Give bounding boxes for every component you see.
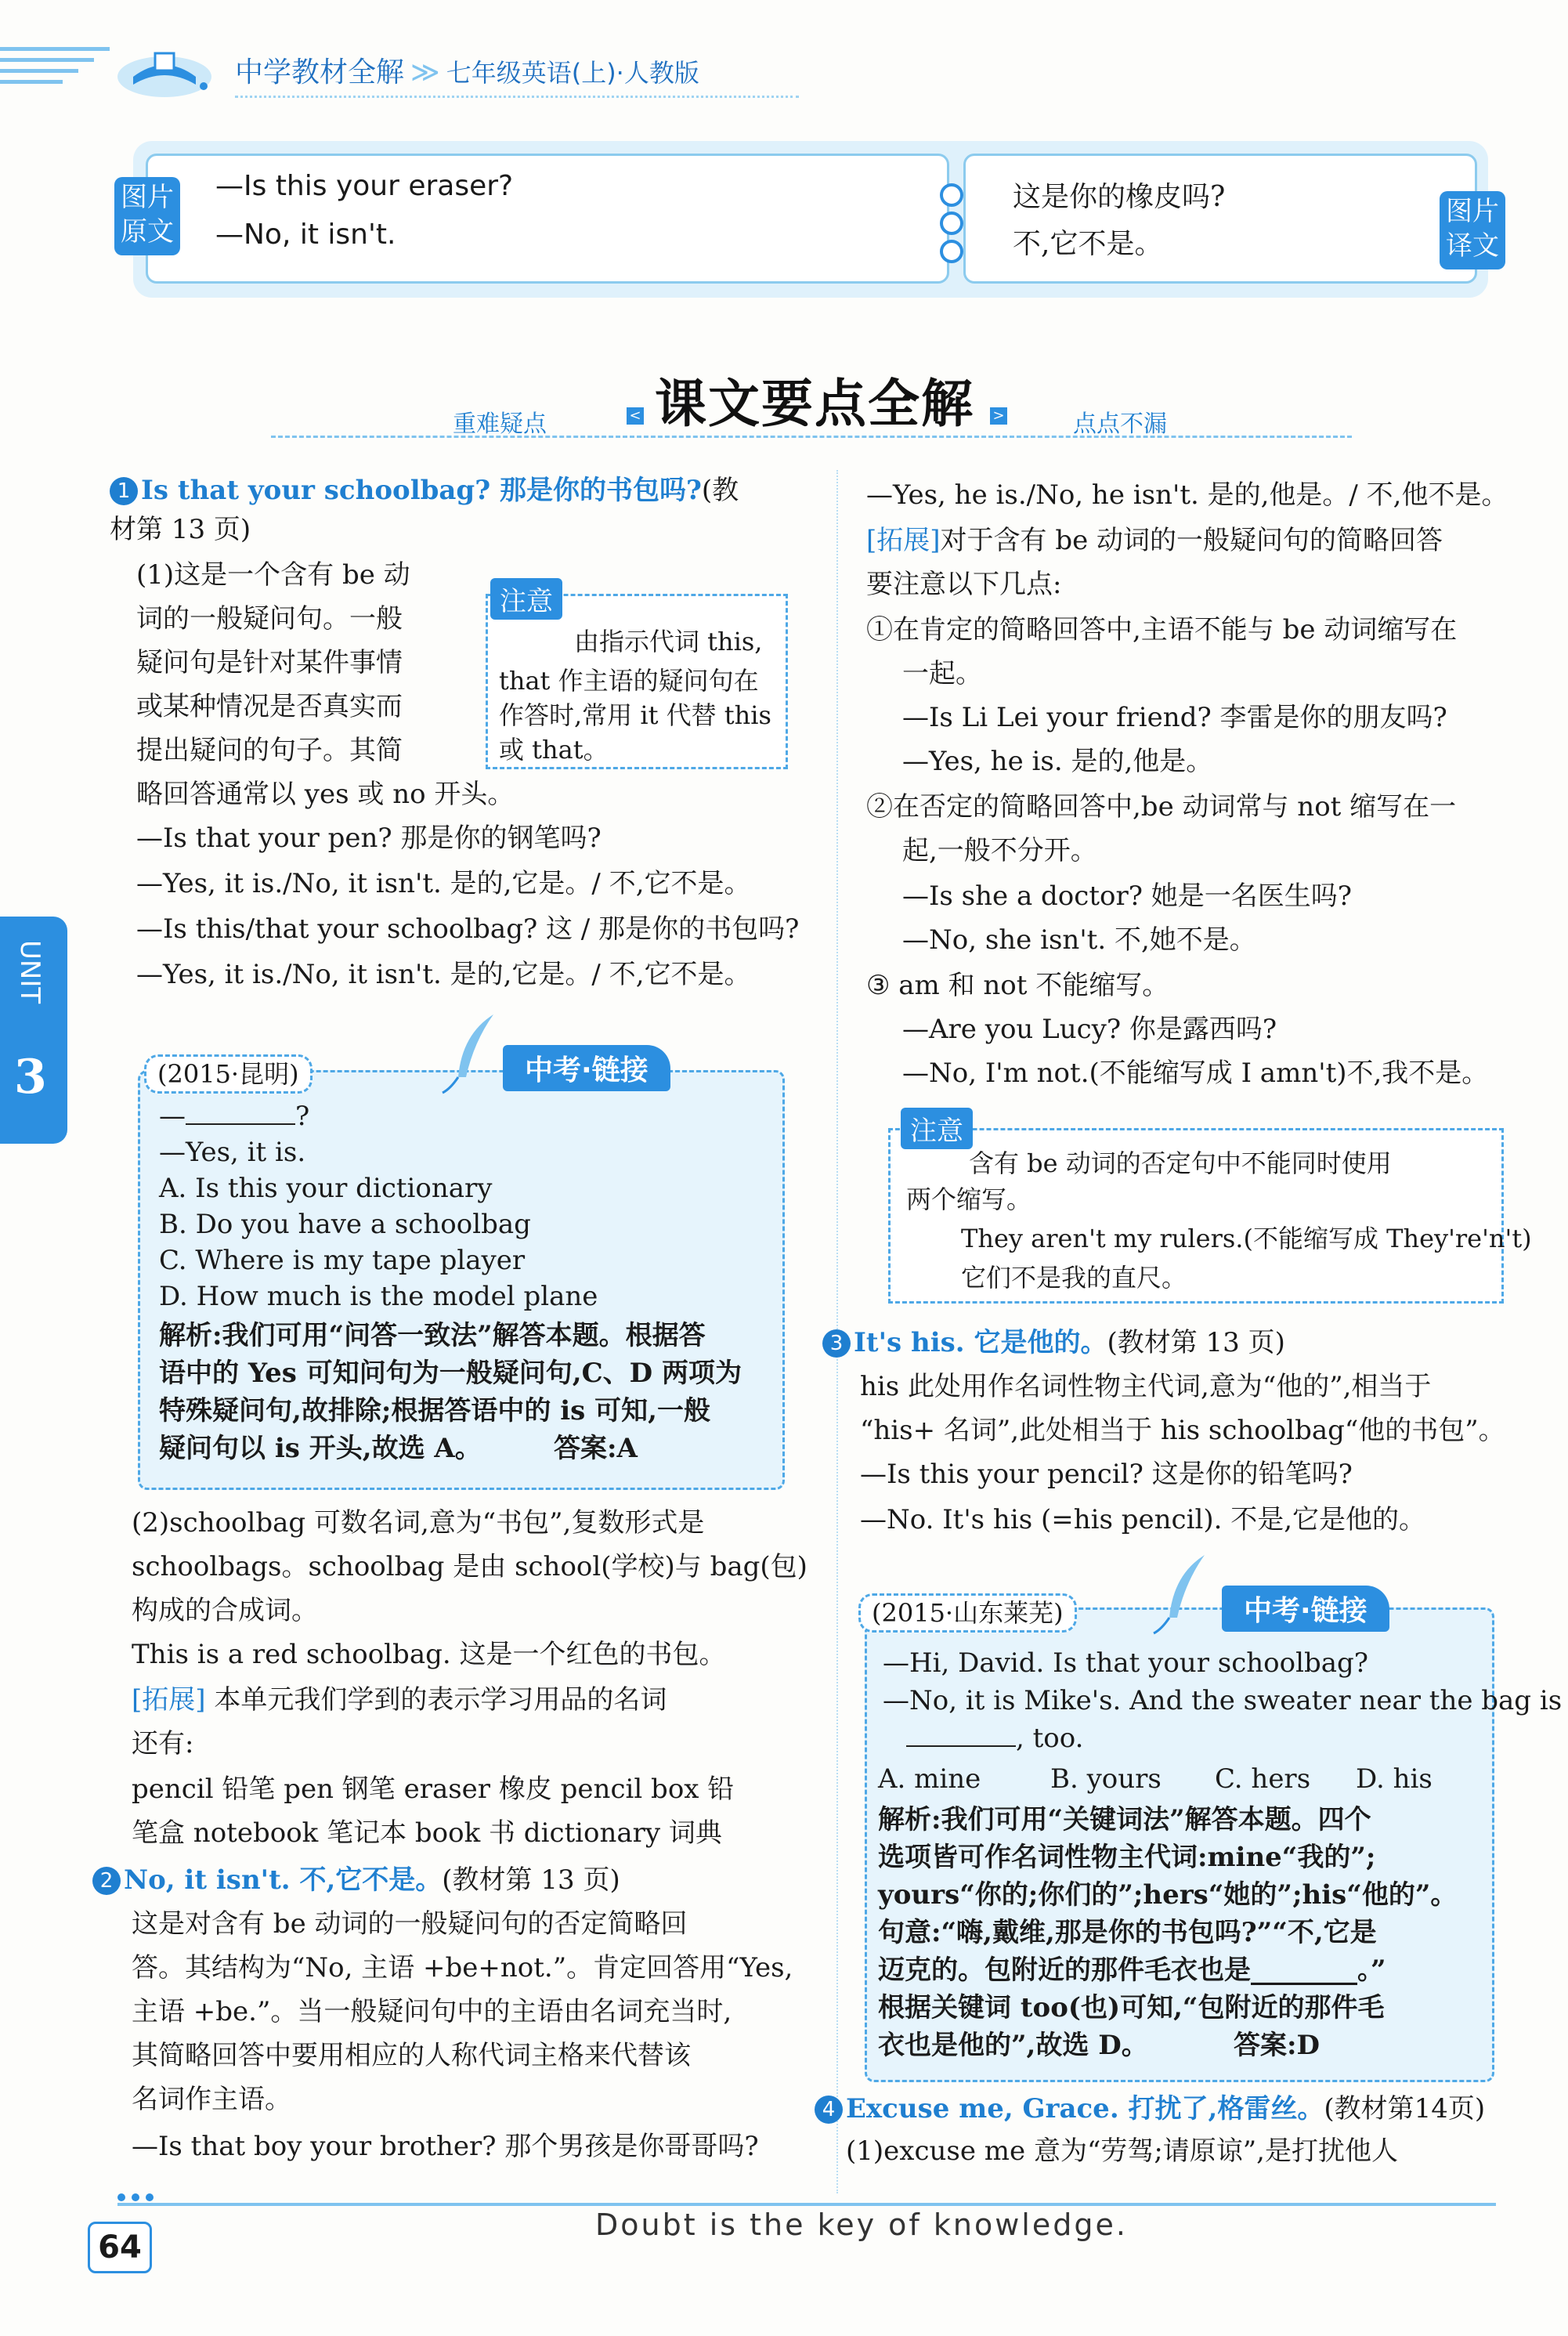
exam-explanation-line: 根据关键词 too(也)可知,“包附近的那件毛 xyxy=(878,1992,1385,2023)
example-line: —No, I'm not.(不能缩写成 I amn't)不,我不是。 xyxy=(902,1058,1489,1089)
example-line: —No. It's his (=his pencil). 不是,它是他的。 xyxy=(860,1504,1426,1535)
paragraph-line: his 此处用作名词性物主代词,意为“他的”,相当于 xyxy=(860,1371,1432,1402)
paragraph-line: (1)excuse me 意为“劳驾;请原谅”,是打扰他人 xyxy=(846,2135,1398,2167)
exam-explanation-line: 选项皆可作名词性物主代词:mine“我的”; xyxy=(878,1842,1376,1873)
point-4-heading xyxy=(815,2093,1485,2124)
exam-explanation-line: 解析:我们可用“关键词法”解答本题。四个 xyxy=(878,1804,1371,1835)
arrow-right-icon: > xyxy=(990,407,1007,425)
exam-answer: 答案:A xyxy=(554,1433,638,1464)
unit-side-tab xyxy=(0,917,67,1144)
extension-line xyxy=(132,1684,667,1716)
paragraph-line: 构成的合成词。 xyxy=(132,1595,318,1626)
header-title xyxy=(235,50,699,90)
example-line: —No, she isn't. 不,她不是。 xyxy=(902,924,1256,956)
textbook-ref: 材第 13 页) xyxy=(110,514,251,545)
paragraph-line: 这是对含有 be 动词的一般疑问句的否定简略回 xyxy=(132,1908,688,1940)
note-line: 它们不是我的直尺。 xyxy=(961,1263,1187,1293)
point-title: It's his. 它是他的。 xyxy=(854,1327,1107,1358)
book-title: 中学教材全解 xyxy=(235,56,405,89)
point-2-heading xyxy=(92,1864,620,1896)
point-number: 4 xyxy=(815,2096,843,2124)
footer-dot-icon xyxy=(117,2193,125,2201)
exam-option: A. Is this your dictionary xyxy=(159,1173,493,1204)
unit-number: 3 xyxy=(14,1050,47,1105)
extension-text: 对于含有 be 动词的一般疑问句的简略回答 xyxy=(940,525,1443,556)
arrow-left-icon: < xyxy=(627,407,644,425)
extension-line: 要注意以下几点: xyxy=(866,569,1062,600)
example-line: —Is she a doctor? 她是一名医生吗? xyxy=(902,881,1352,912)
exam-question-line: —Yes, it is. xyxy=(159,1137,306,1168)
note-line: that 作主语的疑问句在 xyxy=(499,666,759,696)
extension-text: 本单元我们学到的表示学习用品的名词 xyxy=(214,1684,667,1716)
note-box xyxy=(888,1128,1532,1304)
footer-dot-icon xyxy=(132,2193,139,2201)
unit-label: UNIT xyxy=(14,940,45,1004)
picture-translation-line: 这是你的橡皮吗? xyxy=(1013,181,1226,213)
exam-question-line: —Hi, David. Is that your schoolbag? xyxy=(883,1647,1368,1679)
exam-explanation-line: 句意:“嗨,戴维,那是你的书包吗?”“不,它是 xyxy=(878,1917,1377,1948)
exam-dash: — xyxy=(159,1101,186,1132)
book-logo-icon xyxy=(110,38,219,100)
extension-line: 一起。 xyxy=(902,658,982,689)
point-title: Excuse me, Grace. 打扰了,格雷丝。 xyxy=(846,2093,1324,2124)
point-number: 2 xyxy=(92,1867,121,1895)
paragraph-line: 或某种情况是否真实而 xyxy=(136,691,403,722)
example-line: —Yes, he is./No, he isn't. 是的,他是。/ 不,他不是。 xyxy=(866,479,1508,511)
paragraph-line: 略回答通常以 yes 或 no 开头。 xyxy=(136,779,515,810)
exam-question-end: , too. xyxy=(1016,1723,1084,1754)
exam-explanation-line: 解析:我们可用“问答一致法”解答本题。根据答 xyxy=(159,1320,706,1351)
exam-option: A. mine xyxy=(878,1763,981,1795)
exam-option: B. yours xyxy=(1050,1763,1162,1795)
page-number: 64 xyxy=(88,2222,152,2273)
exam-link-tag: 中考·链接 xyxy=(503,1045,670,1091)
paragraph-line: (2)schoolbag 可数名词,意为“书包”,复数形式是 xyxy=(132,1507,705,1539)
paragraph-line: 提出疑问的句子。其简 xyxy=(136,735,403,766)
exam-question-line xyxy=(159,1101,309,1132)
section-title: 课文要点全解 xyxy=(655,374,974,434)
picture-text-box xyxy=(133,141,1488,298)
exam-year-source: (2015·昆明) xyxy=(144,1054,313,1094)
example-line: —Is this your pencil? 这是你的铅笔吗? xyxy=(860,1459,1353,1490)
exam-link-tag: 中考·链接 xyxy=(1222,1586,1389,1632)
textbook-ref: (教 xyxy=(701,475,739,506)
vocabulary-line: 笔盒 notebook 笔记本 book 书 dictionary 词典 xyxy=(132,1817,722,1849)
section-divider xyxy=(271,436,1352,438)
example-line: —Is this/that your schoolbag? 这 / 那是你的书包吗? xyxy=(136,913,800,945)
picture-translation-line: 不,它不是。 xyxy=(1013,228,1163,260)
point-1-heading xyxy=(110,475,739,506)
textbook-ref: (教材第 13 页) xyxy=(442,1864,620,1896)
example-line: —Yes, he is. 是的,他是。 xyxy=(902,746,1213,777)
example-line: —Are you Lucy? 你是露西吗? xyxy=(902,1014,1277,1045)
binder-ring-icon xyxy=(940,240,963,263)
note-line: 两个缩写。 xyxy=(906,1184,1032,1214)
paragraph-line: 其简略回答中要用相应的人称代词主格来代替该 xyxy=(132,2040,691,2071)
exam-explanation-line: yours“你的;你们的”;hers“她的”;his“他的”。 xyxy=(878,1879,1458,1911)
exam-year-source: (2015·山东莱芜) xyxy=(858,1593,1077,1633)
note-box xyxy=(486,594,788,769)
section-right-label: 点点不漏 xyxy=(1073,410,1167,438)
note-tag: 注意 xyxy=(490,578,562,620)
paragraph-line: 疑问句是针对某件事情 xyxy=(136,647,403,678)
note-line: 或 that。 xyxy=(499,735,609,765)
exam-answer: 答案:D xyxy=(1234,2030,1321,2061)
textbook-ref: (教材第14页) xyxy=(1324,2093,1486,2124)
note-line: They aren't my rulers.(不能缩写成 They're'n't) xyxy=(961,1224,1532,1253)
answer-blank xyxy=(186,1123,295,1125)
feather-pen-icon xyxy=(439,1011,501,1097)
exam-explanation-line: 迈克的。包附近的那件毛衣也是________。” xyxy=(878,1955,1386,1986)
footer-dot-icon xyxy=(146,2193,154,2201)
header-divider xyxy=(235,96,799,98)
point-number: 3 xyxy=(822,1329,851,1358)
example-line: —Yes, it is./No, it isn't. 是的,它是。/ 不,它不是。 xyxy=(136,868,751,899)
exam-explanation-line: 衣也是他的”,故选 D。 xyxy=(878,2030,1148,2061)
exam-question-line xyxy=(906,1723,1083,1754)
exam-option: D. his xyxy=(1356,1763,1433,1795)
picture-original-panel xyxy=(146,154,949,284)
note-tag: 注意 xyxy=(901,1108,973,1149)
point-title: No, it isn't. 不,它不是。 xyxy=(124,1864,443,1896)
exam-option: C. Where is my tape player xyxy=(159,1245,526,1276)
exam-link-box xyxy=(865,1607,1563,2082)
exam-option: C. hers xyxy=(1215,1763,1311,1795)
paragraph-line: 名词作主语。 xyxy=(132,2084,291,2115)
extension-line: ①在肯定的简略回答中,主语不能与 be 动词缩写在 xyxy=(866,614,1458,645)
point-number: 1 xyxy=(110,477,138,505)
point-title: Is that your schoolbag? 那是你的书包吗? xyxy=(141,475,702,506)
example-line: —Is that your pen? 那是你的钢笔吗? xyxy=(136,823,602,854)
paragraph-line: 答。其结构为“No, 主语 +be+not.”。肯定回答用“Yes, xyxy=(132,1952,793,1983)
exam-option: B. Do you have a schoolbag xyxy=(159,1209,531,1240)
picture-original-line: —Is this your eraser? xyxy=(215,170,514,202)
note-line: 由指示代词 this, xyxy=(574,627,763,656)
extension-line xyxy=(866,525,1443,556)
extension-line: ③ am 和 not 不能缩写。 xyxy=(866,970,1169,1001)
footer-divider xyxy=(117,2203,1496,2206)
note-line: 含有 be 动词的否定句中不能同时使用 xyxy=(969,1148,1392,1178)
footer-quote: Doubt is the key of knowledge. xyxy=(595,2208,1128,2242)
point-3-heading xyxy=(822,1327,1285,1358)
example-line: —Is that boy your brother? 那个男孩是你哥哥吗? xyxy=(132,2131,759,2162)
exam-link-box xyxy=(138,1070,785,1490)
exam-explanation-line: 疑问句以 is 开头,故选 A。 xyxy=(159,1433,482,1464)
exam-explanation-line: 特殊疑问句,故排除;根据答语中的 is 可知,一般 xyxy=(159,1395,710,1427)
exam-option: D. How much is the model plane xyxy=(159,1281,598,1312)
paragraph-line: schoolbags。schoolbag 是由 school(学校)与 bag(包) xyxy=(132,1551,807,1582)
binder-ring-icon xyxy=(940,183,963,207)
extension-line: 起,一般不分开。 xyxy=(902,835,1097,866)
paragraph-line: “his+ 名词”,此处相当于 his schoolbag“他的书包”。 xyxy=(860,1415,1505,1446)
picture-original-label: 图片原文 xyxy=(114,177,180,255)
feather-pen-icon xyxy=(1150,1551,1212,1637)
extension-tag: [拓展] xyxy=(132,1684,206,1716)
extension-tag: [拓展] xyxy=(866,525,941,556)
exam-question-line: —No, it is Mike's. And the sweater near the bag is xyxy=(883,1685,1563,1716)
paragraph-line: (1)这是一个含有 be 动 xyxy=(136,559,410,591)
textbook-ref: (教材第 13 页) xyxy=(1107,1327,1285,1358)
exam-question-mark: ? xyxy=(295,1101,310,1132)
answer-blank xyxy=(906,1745,1016,1747)
header-separator: ≫ xyxy=(410,56,440,89)
example-line: This is a red schoolbag. 这是一个红色的书包。 xyxy=(132,1639,726,1670)
note-line: 作答时,常用 it 代替 this xyxy=(499,700,771,730)
example-line: —Is Li Lei your friend? 李雷是你的朋友吗? xyxy=(902,702,1447,733)
exam-explanation-line: 语中的 Yes 可知问句为一般疑问句,C、D 两项为 xyxy=(159,1358,742,1389)
book-subtitle: 七年级英语(上)·人教版 xyxy=(446,58,699,88)
picture-translation-label: 图片译文 xyxy=(1440,191,1505,269)
paragraph-line: 词的一般疑问句。一般 xyxy=(136,603,403,635)
extension-line: ②在否定的简略回答中,be 动词常与 not 缩写在一 xyxy=(866,791,1457,823)
section-left-label: 重难疑点 xyxy=(453,410,547,438)
binder-ring-icon xyxy=(940,212,963,235)
vocabulary-line: pencil 铅笔 pen 钢笔 eraser 橡皮 pencil box 铅 xyxy=(132,1774,735,1805)
extension-line: 还有: xyxy=(132,1728,194,1759)
paragraph-line: 主语 +be.”。当一般疑问句中的主语由名词充当时, xyxy=(132,1996,732,2027)
example-line: —Yes, it is./No, it isn't. 是的,它是。/ 不,它不是。 xyxy=(136,959,751,990)
picture-translation-panel xyxy=(963,154,1477,284)
picture-original-line: —No, it isn't. xyxy=(215,219,396,251)
